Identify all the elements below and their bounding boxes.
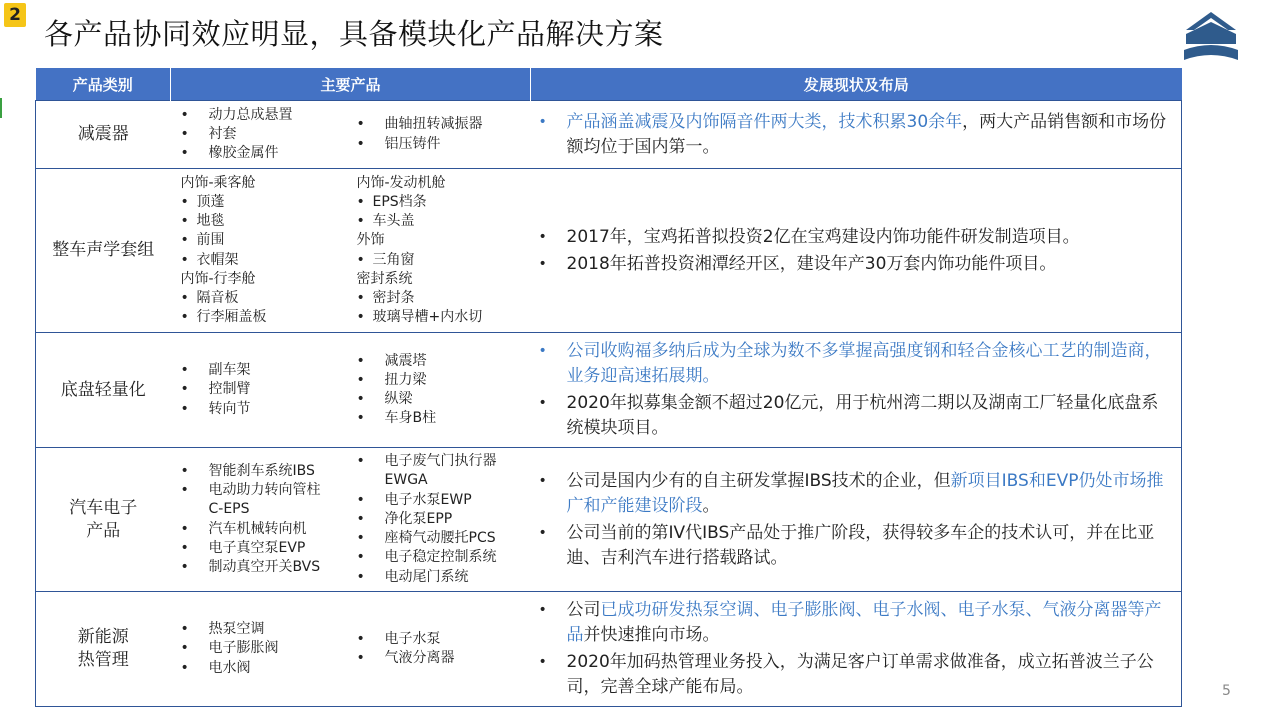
product-item: • 座椅气动腰托PCS (357, 529, 527, 548)
product-item: • 电水阀 (181, 659, 357, 678)
products-wrapper (171, 174, 531, 328)
product-item: • 地毯 (181, 212, 357, 231)
status-cell (531, 169, 1182, 333)
status-cell (531, 592, 1182, 707)
table-header-row (36, 68, 1182, 101)
status-bullet (535, 110, 1170, 160)
status-highlight-text: 公司收购福多纳后成为全球为数不多掌握高强度钢和轻合金核心工艺的制造商，业务迎高速拓展期。 (566, 341, 1162, 386)
product-list (357, 115, 527, 153)
status-bullet (535, 469, 1170, 519)
status-bullet (535, 650, 1170, 700)
products-wrapper (171, 106, 531, 164)
status-bullet (535, 598, 1170, 648)
product-list (177, 174, 357, 328)
products-wrapper (171, 352, 531, 429)
header-products: 主要产品 (171, 68, 531, 101)
table-row (36, 169, 1182, 333)
product-item: • 电动尾门系统 (357, 568, 527, 587)
product-item: • 电子水泵EWP (357, 491, 527, 510)
product-item: • 衬套 (181, 125, 357, 144)
product-list (357, 452, 527, 586)
category-label: 新能源 (77, 627, 129, 647)
table-row (36, 592, 1182, 707)
product-list (357, 352, 527, 429)
category-label: 整车声学套组 (52, 240, 155, 260)
product-item: EWGA (384, 472, 428, 489)
company-logo-icon (1182, 10, 1240, 62)
product-group-heading: 密封系统 (356, 270, 413, 287)
product-item: • 转向节 (181, 400, 357, 419)
status-highlight-text: 产品涵盖减震及内饰隔音件两大类，技术积累30余年 (566, 111, 963, 132)
product-item: • 电子真空泵EVP (181, 539, 357, 558)
product-item: • 电子稳定控制系统 (357, 548, 527, 567)
status-highlight-text: 已成功研发热泵空调、电子膨胀阀、电子水阀、电子水泵、气液分离器等产品 (566, 600, 1162, 645)
product-item: • 电子膨胀阀 (181, 639, 357, 658)
product-item: • 前围 (181, 231, 357, 250)
product-item: • 隔音板 (181, 289, 357, 308)
product-item: • 副车架 (181, 361, 357, 380)
product-item: • 智能刹车系统IBS (181, 462, 357, 481)
products-wrapper (171, 452, 531, 586)
header-category: 产品类别 (36, 68, 171, 101)
status-text: 公司 (566, 600, 601, 620)
product-item: • 电子水泵 (357, 630, 527, 649)
table-row (36, 101, 1182, 169)
status-text: ，两大产品销售额和市场份额均位于国内第一。 (566, 111, 1167, 157)
products-cell (171, 333, 531, 448)
product-item: • 橡胶金属件 (181, 144, 357, 163)
status-bullet (535, 252, 1170, 277)
products-cell (171, 448, 531, 592)
product-item: • 热泵空调 (181, 620, 357, 639)
product-item: • 车头盖 (357, 212, 527, 231)
status-text: 2020年拟募集金额不超过20亿元，用于杭州湾二期以及湖南工厂轻量化底盘系统模块项目。 (566, 393, 1159, 438)
product-item: • 动力总成悬置 (181, 106, 357, 125)
product-item: • 纵梁 (357, 390, 527, 409)
status-cell (531, 333, 1182, 448)
status-text: 公司当前的第IV代IBS产品处于推广阶段，获得较多车企的技术认可，并在比亚迪、吉利汽车进行搭载路试。 (566, 522, 1155, 568)
status-highlight-text: 新项目IBS和EVP仍处市场推广和产能建设阶段 (566, 470, 1164, 516)
page-title: 各产品协同效应明显，具备模块化产品解决方案 (44, 17, 664, 51)
product-item: • 车身B柱 (357, 409, 527, 428)
product-item: • 控制臂 (181, 380, 357, 399)
page-number: 5 (1222, 683, 1231, 699)
status-text: 公司是国内少有的自主研发掌握IBS技术的企业，但 (566, 470, 951, 491)
status-text: 并快速推向市场。 (583, 625, 720, 645)
product-group-heading: 内饰-行李舱 (180, 270, 256, 287)
product-item: • 电子废气门执行器 (357, 452, 527, 471)
category-label: 减震器 (77, 124, 129, 144)
category-cell (36, 333, 171, 448)
header-status: 发展现状及布局 (531, 68, 1182, 101)
product-item: • 气液分离器 (357, 649, 527, 668)
category-label: 汽车电子 (69, 497, 138, 518)
products-cell (171, 169, 531, 333)
product-item: • 曲轴扭转减振器 (357, 115, 527, 134)
product-list (177, 361, 357, 419)
product-item: • 净化泵EPP (357, 510, 527, 529)
product-item: • 扭力梁 (357, 371, 527, 390)
product-item: • 衣帽架 (181, 251, 357, 270)
product-list (357, 630, 527, 668)
products-cell (171, 101, 531, 169)
product-list (357, 174, 527, 328)
status-text: 。 (702, 495, 720, 516)
product-group-heading: 外饰 (356, 232, 385, 249)
product-item: • 密封条 (357, 289, 527, 308)
product-item: • 制动真空开关BVS (181, 558, 357, 577)
status-text: 2018年拓普投资湘潭经开区，建设年产30万套内饰功能件项目。 (566, 253, 1057, 274)
category-label: 底盘轻量化 (60, 379, 146, 400)
category-cell (36, 101, 171, 169)
table-row (36, 448, 1182, 592)
product-table (35, 68, 1182, 707)
product-group-heading: 内饰-乘客舱 (180, 174, 256, 191)
product-item: • 顶蓬 (181, 193, 357, 212)
category-cell (36, 592, 171, 707)
product-list (177, 462, 357, 577)
product-group-heading: 内饰-发动机舱 (356, 174, 446, 191)
product-item: • 行李厢盖板 (181, 308, 357, 327)
status-bullet (535, 339, 1170, 389)
products-cell (171, 592, 531, 707)
product-item: C-EPS (208, 501, 250, 518)
status-bullet (535, 391, 1170, 441)
table-row (36, 333, 1182, 448)
product-item: • 铝压铸件 (357, 135, 527, 154)
category-label: 产品 (86, 520, 121, 541)
product-item: • EPS档条 (357, 193, 527, 212)
products-wrapper (171, 620, 531, 678)
product-item: • 电动助力转向管柱 (181, 481, 357, 500)
product-item: • 汽车机械转向机 (181, 520, 357, 539)
status-bullet (535, 521, 1170, 571)
status-cell (531, 101, 1182, 169)
category-cell (36, 169, 171, 333)
product-item: • 减震塔 (357, 352, 527, 371)
status-bullet (535, 225, 1170, 250)
product-list (177, 620, 357, 678)
category-cell (36, 448, 171, 592)
status-text: 2020年加码热管理业务投入，为满足客户订单需求做准备，成立拓普波兰子公司，完善全球产能布局。 (566, 652, 1154, 697)
product-item: • 三角窗 (357, 251, 527, 270)
status-cell (531, 448, 1182, 592)
status-text: 2017年，宝鸡拓普拟投资2亿在宝鸡建设内饰功能件研发制造项目。 (566, 226, 1080, 247)
left-accent-bar (0, 98, 2, 118)
category-label: 热管理 (77, 650, 129, 670)
product-item: • 玻璃导槽+内水切 (357, 308, 527, 327)
section-number-badge: 2 (4, 3, 26, 27)
product-list (177, 106, 357, 164)
